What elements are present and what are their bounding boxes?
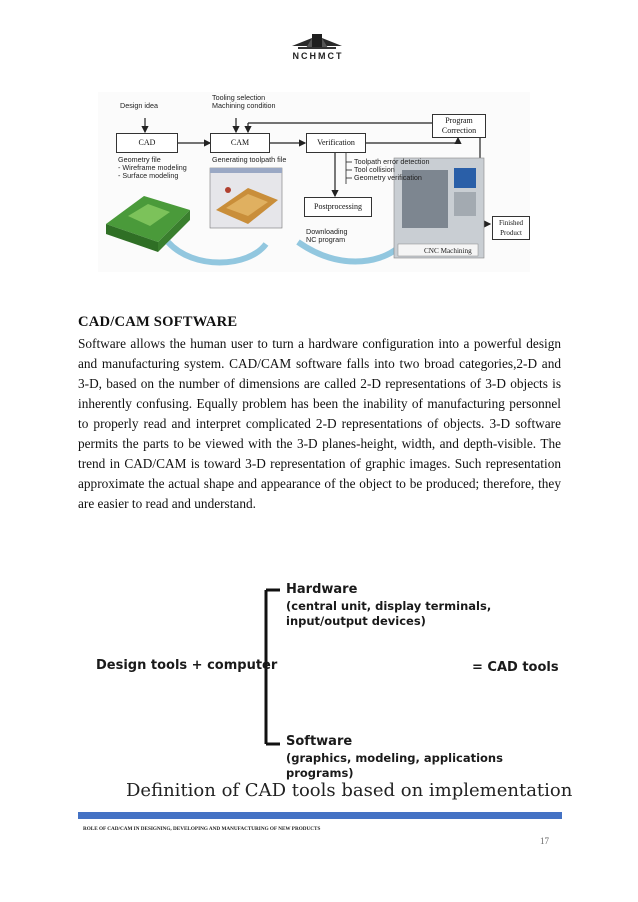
tool-collision-label: Tool collision	[354, 165, 395, 174]
program-correction-box: Program Correction	[432, 114, 486, 138]
figure-caption: Definition of CAD tools based on implementation	[126, 780, 573, 801]
surface-label: - Surface modeling	[118, 171, 179, 180]
footer-title: ROLE OF CAD/CAM IN DESIGNING, DEVELOPING AND MANUFACTURING OF NEW PRODUCTS	[83, 826, 321, 832]
cad-box: CAD	[116, 133, 178, 153]
tooling-selection-label: Tooling selection	[212, 93, 266, 102]
section-heading: CAD/CAM SOFTWARE	[78, 314, 238, 330]
hardware-detail-line1: (central unit, display terminals,	[286, 599, 492, 613]
toolpath-error-label: Toolpath error detection	[354, 157, 430, 166]
geometry-verification-label: Geometry verification	[354, 173, 422, 182]
nchmct-logo-icon	[282, 32, 352, 68]
page-number: 17	[540, 836, 549, 846]
postprocessing-box: Postprocessing	[304, 197, 372, 217]
design-tools-label: Design tools + computer	[96, 658, 278, 673]
verification-box: Verification	[306, 133, 366, 153]
downloading-label: Downloading	[306, 227, 348, 236]
toolpath-file-label: Generating toolpath file	[212, 155, 287, 164]
logo-text: NCHMCT	[292, 51, 344, 61]
hardware-label: Hardware	[286, 582, 358, 597]
software-detail-line2: programs)	[286, 766, 354, 780]
footer-rule	[78, 812, 562, 819]
cad-model-image	[106, 196, 190, 252]
design-idea-label: Design idea	[120, 101, 158, 110]
section-body-text: Software allows the human user to turn a hardware configuration into a powerful design and manufacturing system. CAD/CAM software falls into two broad categories,2-D and 3-D, based on the number of dimensions are called 2-D representations of 3-D objects is inherently confusing. Equally problem has been the inability of manufacturing personnel to properly read and interpret complicated 2-D representations of objects. 3-D software permits the parts to be viewed with the 3-D planes-height, width, and depth-visible. The trend in CAD/CAM is toward 3-D representation of graphic images. Such representation approximate the actual shape and appearance of the object to be produced; therefore, they are easier to read and understand.	[78, 336, 561, 511]
nc-program-label: NC program	[306, 235, 346, 244]
machining-condition-label: Machining condition	[212, 101, 276, 110]
software-label: Software	[286, 734, 353, 749]
cad-tools-label: = CAD tools	[472, 660, 559, 675]
hardware-detail-line2: input/output devices)	[286, 614, 426, 628]
geometry-file-label: Geometry file	[118, 155, 161, 164]
cnc-machining-label: CNC Machining	[424, 247, 472, 255]
wireframe-label: - Wireframe modeling	[118, 163, 187, 172]
finished-product-box: Finished Product	[492, 216, 530, 240]
cad-tools-figure	[76, 566, 573, 802]
cad-cam-process-figure	[98, 92, 530, 272]
cam-screenshot-image	[210, 168, 282, 228]
software-detail-line1: (graphics, modeling, applications	[286, 751, 503, 765]
cam-box: CAM	[210, 133, 270, 153]
